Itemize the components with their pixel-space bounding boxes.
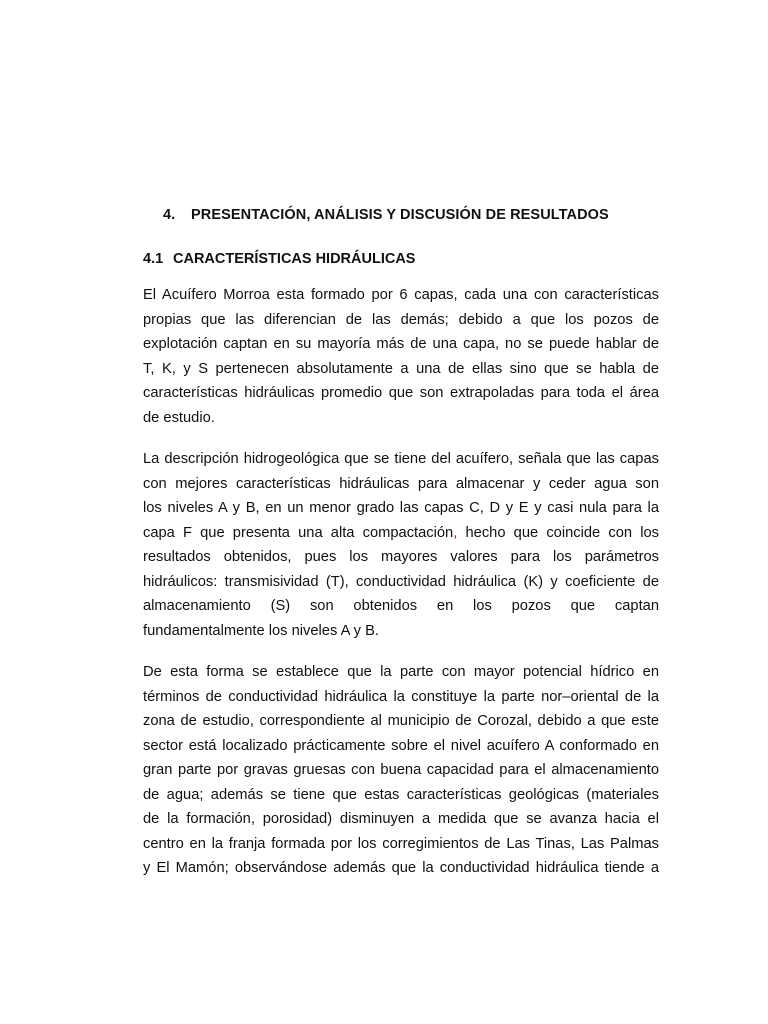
paragraph-line: términos de conductividad hidráulica la constituye la parte nor–oriental de la [143,688,659,705]
paragraph-line: zona de estudio, correspondiente al municipio de Corozal, debido a que este [143,713,659,729]
chapter-heading [163,207,609,223]
paragraph-line: El Acuífero Morroa esta formado por 6 capas, cada una con características [143,287,659,303]
paragraph-line: los niveles A y B, en un menor grado las capas C, D y E y casi nula para la [143,500,659,516]
paragraph-line: T, K, y S pertenecen absolutamente a una de ellas sino que se habla de [143,360,659,377]
paragraph-2 [143,447,659,643]
paragraph-line: de estudio. [143,409,215,426]
paragraph-line: con mejores características hidráulicas para almacenar y ceder agua son [143,475,659,492]
paragraph-line: sector está localizado prácticamente sobre el nivel acuífero A conformado en [143,737,659,754]
paragraph-line: La descripción hidrogeológica que se tiene del acuífero, señala que las capas [143,451,659,467]
paragraph-1 [143,283,659,430]
paragraph-line [143,521,659,546]
paragraph-line: fundamentalmente los niveles A y B. [143,622,379,639]
paragraph-line: explotación captan en su mayoría más de una capa, no se puede hablar de [143,336,659,352]
paragraph-line: centro en la franja formada por los corregimientos de Las Tinas, Las Palmas [143,835,659,852]
paragraph-line: características hidráulicas promedio que son extrapoladas para toda el área [143,385,659,401]
paragraph-line: gran parte por gravas gruesas con buena capacidad para el almacenamiento [143,762,659,778]
paragraph-line: De esta forma se establece que la parte con mayor potencial hídrico en [143,664,659,680]
paragraph-3 [143,660,659,881]
section-title-text: CARACTERÍSTICAS HIDRÁULICAS [173,251,416,267]
paragraph-line: propias que las diferencian de las demás; debido a que los pozos de [143,311,659,328]
chapter-title-text: PRESENTACIÓN, ANÁLISIS Y DISCUSIÓN DE RESULTADOS [191,207,609,223]
line-prefix: capa F que presenta una alta compactación [143,524,454,541]
paragraph-line: de la formación, porosidad) disminuyen a medida que se avanza hacia el [143,811,659,827]
chapter-number: 4. [163,207,176,223]
section-number: 4.1 [143,251,164,267]
paragraph-line: hidráulicos: transmisividad (T), conductividad hidráulica (K) y coeficiente de [143,573,659,590]
paragraph-line: y El Mamón; observándose además que la conductividad hidráulica tiende a [143,860,659,876]
section-heading [143,251,415,267]
paragraph-line: almacenamiento (S) son obtenidos en los pozos que captan [143,598,659,614]
line-suffix: hecho que coincide con los [465,524,659,541]
paragraph-line: de agua; además se tiene que estas características geológicas (materiales [143,786,659,803]
highlighted-comma: , [453,524,458,541]
paragraph-line: resultados obtenidos, pues los mayores valores para los parámetros [143,549,659,565]
